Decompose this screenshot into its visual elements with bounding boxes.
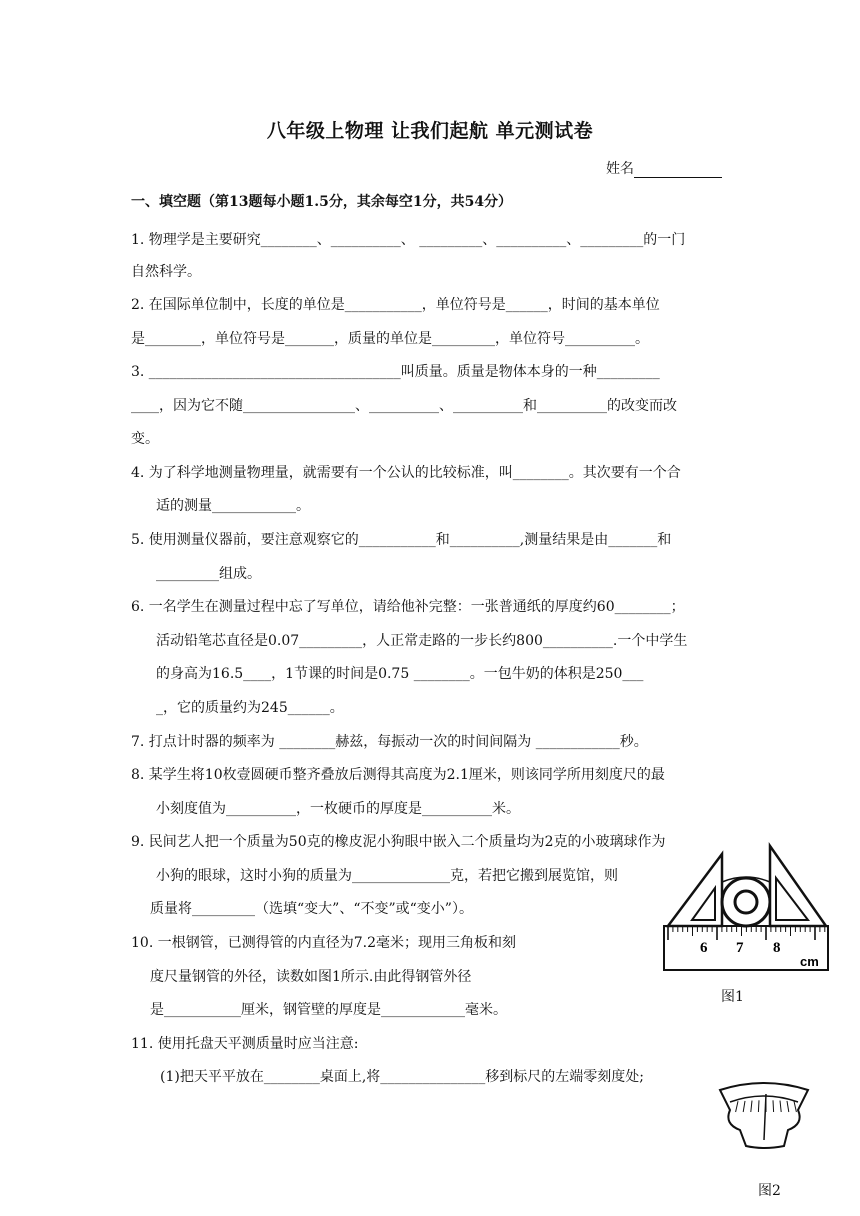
figure-1-caption: 图1 (721, 989, 744, 1005)
figure-2-caption: 图2 (758, 1183, 781, 1199)
question-line: 10. 一根钢管，已测得管的内直径为7.2毫米；现用三角板和刻 (131, 935, 516, 951)
question-line: 4. 为了科学地测量物理量，就需要有一个公认的比较标准，叫________。其次要有一个合 (131, 465, 681, 481)
ruler-label-8: 8 (773, 940, 781, 956)
question-line: _________组成。 (156, 566, 261, 582)
pipe-inner (735, 891, 757, 913)
scale-tick (773, 1100, 774, 1112)
question-line: 质量将_________（选填“变大”、“不变”或“变小”）。 (150, 901, 473, 917)
name-field (606, 158, 722, 178)
question-line: 度尺量钢管的外径，读数如图1所示.由此得钢管外径 (150, 969, 472, 985)
ruler-label-7: 7 (736, 940, 744, 956)
ruler-unit: cm (800, 954, 819, 969)
question-line: 8. 某学生将10枚壹圆硬币整齐叠放后测得其高度为2.1厘米，则该同学所用刻度尺的最 (131, 767, 665, 783)
question-line: 1. 物理学是主要研究________、__________、 _________、__________、_________的一门 (131, 232, 686, 248)
question-line: 3. ____________________________________叫质量。质量是物体本身的一种_________ (131, 364, 660, 380)
section-heading: 一、填空题（第13题每小题1.5分，其余每空1分，共54分） (131, 194, 513, 210)
question-line: 小狗的眼球，这时小狗的质量为______________克，若把它搬到展览馆，则 (156, 868, 618, 884)
question-line: ____，因为它不随________________、__________、__________和__________的改变而改 (131, 398, 677, 414)
question-line: 2. 在国际单位制中，长度的单位是___________，单位符号是______，时间的基本单位 (131, 297, 660, 313)
question-line: 7. 打点计时器的频率为 ________赫兹，每振动一次的时间间隔为 ____________秒。 (131, 734, 648, 750)
question-line: 小刻度值为__________，一枚硬币的厚度是__________米。 (156, 801, 520, 817)
question-line: 是___________厘米，钢管壁的厚度是____________毫米。 (150, 1002, 507, 1018)
question-line: 自然科学。 (131, 264, 201, 280)
question-line: (1)把天平平放在________桌面上,将_______________移到标尺的左端零刻度处; (160, 1069, 644, 1085)
name-label: 姓名 (606, 161, 634, 177)
scale-tick (758, 1100, 759, 1112)
question-line: 活动铅笔芯直径是0.07_________，人正常走路的一步长约800__________.一个中学生 (156, 633, 688, 649)
question-line: 5. 使用测量仪器前，要注意观察它的___________和__________,测量结果是由_______和 (131, 532, 672, 548)
question-line: 变。 (131, 431, 159, 447)
ruler-label-6: 6 (700, 940, 708, 956)
figure-1-ruler-diagram (662, 842, 832, 974)
page-title: 八年级上物理 让我们起航 单元测试卷 (266, 120, 594, 142)
name-blank[interactable] (634, 162, 722, 178)
question-line: 11. 使用托盘天平测质量时应当注意: (131, 1036, 359, 1052)
figure-2-balance-scale (716, 1080, 812, 1152)
question-line: _，它的质量约为245______。 (156, 700, 344, 716)
question-line: 是________，单位符号是_______，质量的单位是_________，单位符号__________。 (131, 331, 649, 347)
question-line: 的身高为16.5____，1节课的时间是0.75 ________。一包牛奶的体积是250___ (156, 666, 644, 682)
question-line: 6. 一名学生在测量过程中忘了写单位，请给他补完整：一张普通纸的厚度约60________； (131, 599, 685, 615)
question-line: 9. 民间艺人把一个质量为50克的橡皮泥小狗眼中嵌入二个质量均为2克的小玻璃球作为 (131, 834, 666, 850)
question-line: 适的测量____________。 (156, 498, 310, 514)
